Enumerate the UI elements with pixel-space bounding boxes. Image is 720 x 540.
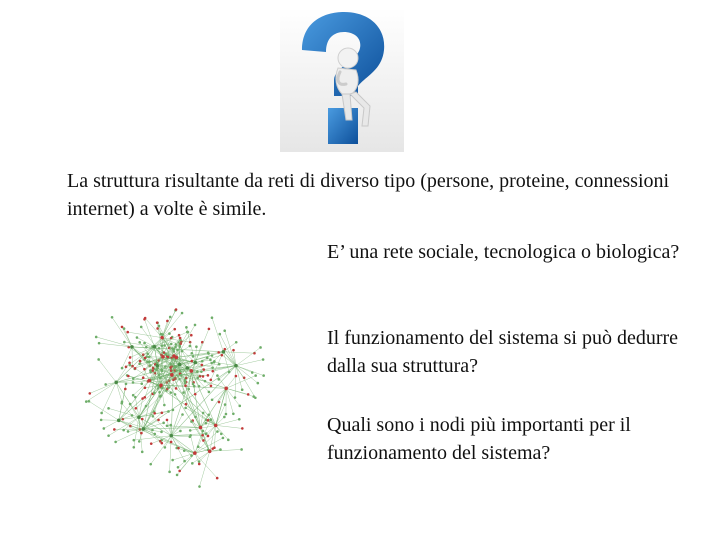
network-graph-image [48,282,310,510]
question-important-nodes: Quali sono i nodi più importanti per il funzionamento del sistema? [327,414,631,464]
question-function-from-structure: Il funzionamento del sistema si può dedurre dalla sua struttura? [327,327,679,377]
question-network-type: E’ una rete sociale, tecnologica o biologica? [327,241,680,263]
question-mark-figure-icon [280,8,404,152]
intro-text: La struttura risultante da reti di diverso tipo (persone, proteine, connessioni internet) a volte è simile. [67,170,670,220]
